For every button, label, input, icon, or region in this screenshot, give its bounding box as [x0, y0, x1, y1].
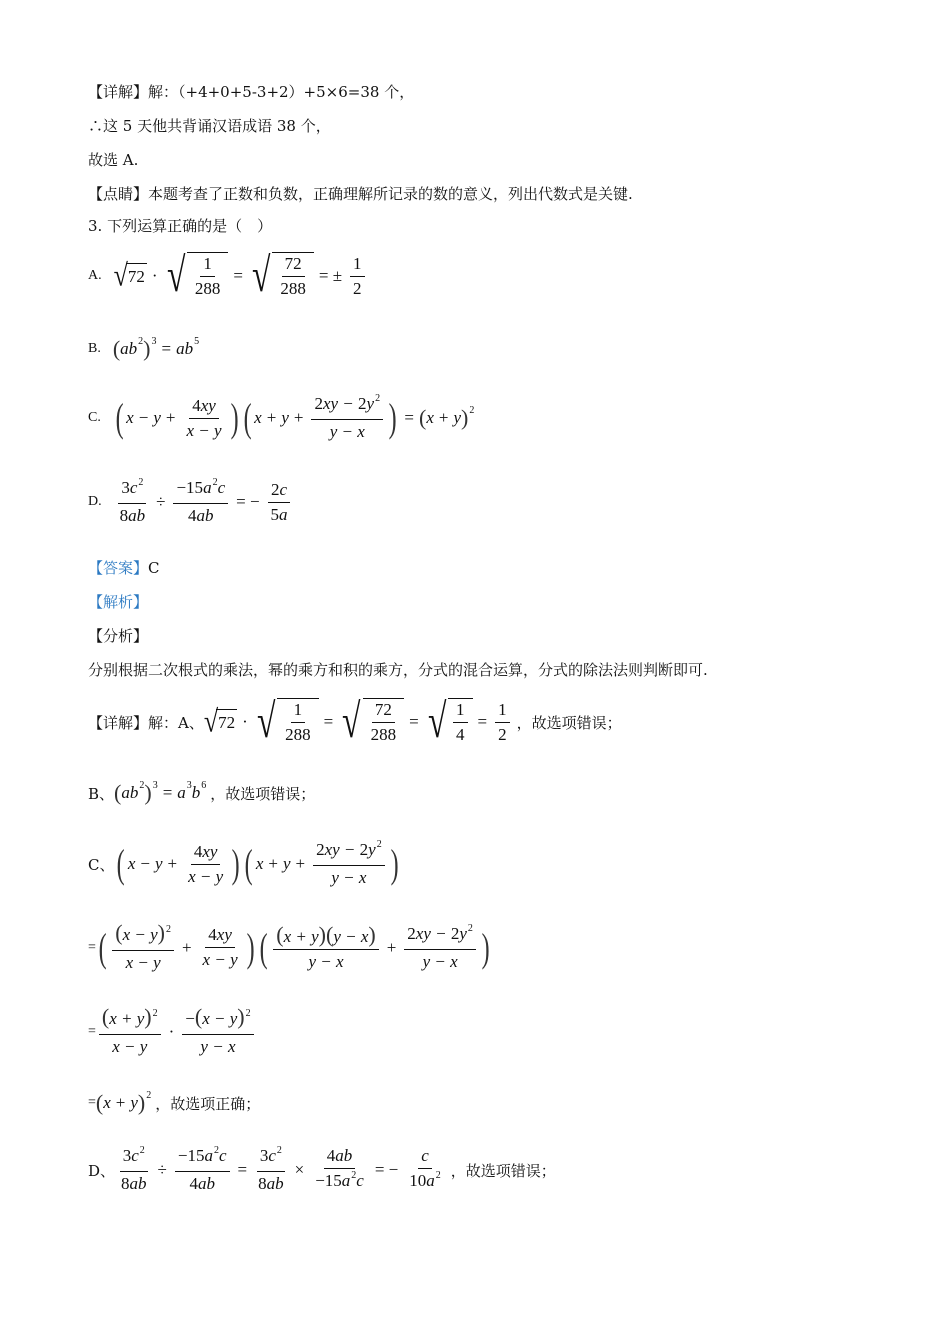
analysis-label: 【解析】	[88, 593, 149, 611]
therefore-line: ∴这 5 天他共背诵汉语成语 38 个，	[88, 117, 331, 135]
detail-c-step1	[88, 840, 401, 888]
detail-b	[88, 779, 316, 805]
option-d-label: D.	[88, 494, 102, 509]
detail-c-formula-4: = ( x + y ) 2	[88, 1089, 152, 1115]
option-a-formula: √ 72 · √ $\frac{1}{288}$ = √ $\frac{72}{288}$ = ± $\frac{1}{2}$	[114, 252, 368, 300]
detail-c-label: C、	[88, 855, 115, 874]
question-title: 3. 下列运算正确的是（ ）	[88, 217, 273, 235]
option-b-label: B.	[88, 341, 101, 356]
choose-line: 故选 A.	[88, 151, 139, 169]
fenxi-text: 分别根据二次根式的乘法，幂的乘方和积的乘方，分式的混合运算，分式的除法法则判断即可.	[88, 661, 708, 679]
option-b	[88, 335, 200, 361]
detail-b-formula: ( ab 2 ) 3 = a 3 b 6	[114, 779, 207, 805]
detail-c-tail: ，故选项正确；	[155, 1094, 261, 1113]
option-c-formula: ( x − y + $\frac{4xy}{x - y}$ ) ( x + y + $\frac{2xy - 2y^2}{y - x}$ ) = ( x + y ) 2	[115, 393, 475, 441]
detail-line: 【详解】解：（+4+0+5-3+2）+5×6=38 个，	[88, 83, 415, 101]
option-d-formula: $\frac{3c^2}{8ab}$ ÷ $\frac{-15a^2c}{4ab}$ = − $\frac{2c}{5a}$	[114, 478, 294, 526]
detail-b-label: B、	[88, 784, 115, 803]
detail-d-label: D、	[88, 1161, 116, 1180]
answer-label: 【答案】	[88, 559, 149, 577]
fenxi-label: 【分析】	[88, 627, 149, 645]
option-c-label: C.	[88, 410, 101, 425]
detail-a	[88, 695, 622, 748]
detail-c-formula-2: = ( $\frac{(x - y)^2}{x - y}$ + $\frac{4xy}{x - y}$ ) ( $\frac{(x + y)(y - x)}{y - x}$ + $\frac{2xy - 2y^2}{y - x}$ )	[88, 920, 490, 972]
detail-b-tail: ，故选项错误；	[210, 784, 316, 803]
option-c	[88, 394, 474, 442]
detail-c-step2	[88, 922, 492, 973]
detail-a-formula: √ 72 · √ $\frac{1}{288}$ = √ $\frac{72}{288}$ = √ $\frac{1}{4}$ = $\frac{1}{2}$	[204, 698, 513, 746]
detail-a-tail: ，故选项错误；	[516, 713, 622, 732]
answer-value: C	[148, 559, 160, 577]
option-a-label: A.	[88, 268, 102, 283]
option-a	[88, 249, 368, 302]
detail-c-step3	[88, 1006, 257, 1057]
detail-c-step4	[88, 1089, 261, 1115]
answer-line	[88, 558, 160, 578]
detail-prefix: 【详解】解：A、	[88, 713, 204, 732]
detail-c-formula-1: ( x − y + $\frac{4xy}{x - y}$ ) ( x + y + $\frac{2xy - 2y^2}{y - x}$ )	[117, 839, 399, 887]
detail-d-formula: $\frac{3c^2}{8ab}$ ÷ $\frac{-15a^2c}{4ab}$ = $\frac{3c^2}{8ab}$ × $\frac{4ab}{-15a^2c}$ = − $\frac{c}{10a^2}$	[121, 1145, 441, 1193]
detail-d-tail: ，故选项错误；	[450, 1161, 556, 1180]
detail-c-formula-3: = $\frac{(x + y)^2}{x - y}$ · $\frac{-(x - y)^2}{y - x}$	[88, 1006, 257, 1057]
comment-line: 【点睛】本题考查了正数和负数，正确理解所记录的数的意义，列出代数式是关键.	[88, 185, 633, 203]
option-d	[88, 478, 294, 526]
option-b-formula: ( ab 2 ) 3 = ab 5	[112, 335, 200, 361]
detail-d	[88, 1146, 556, 1194]
